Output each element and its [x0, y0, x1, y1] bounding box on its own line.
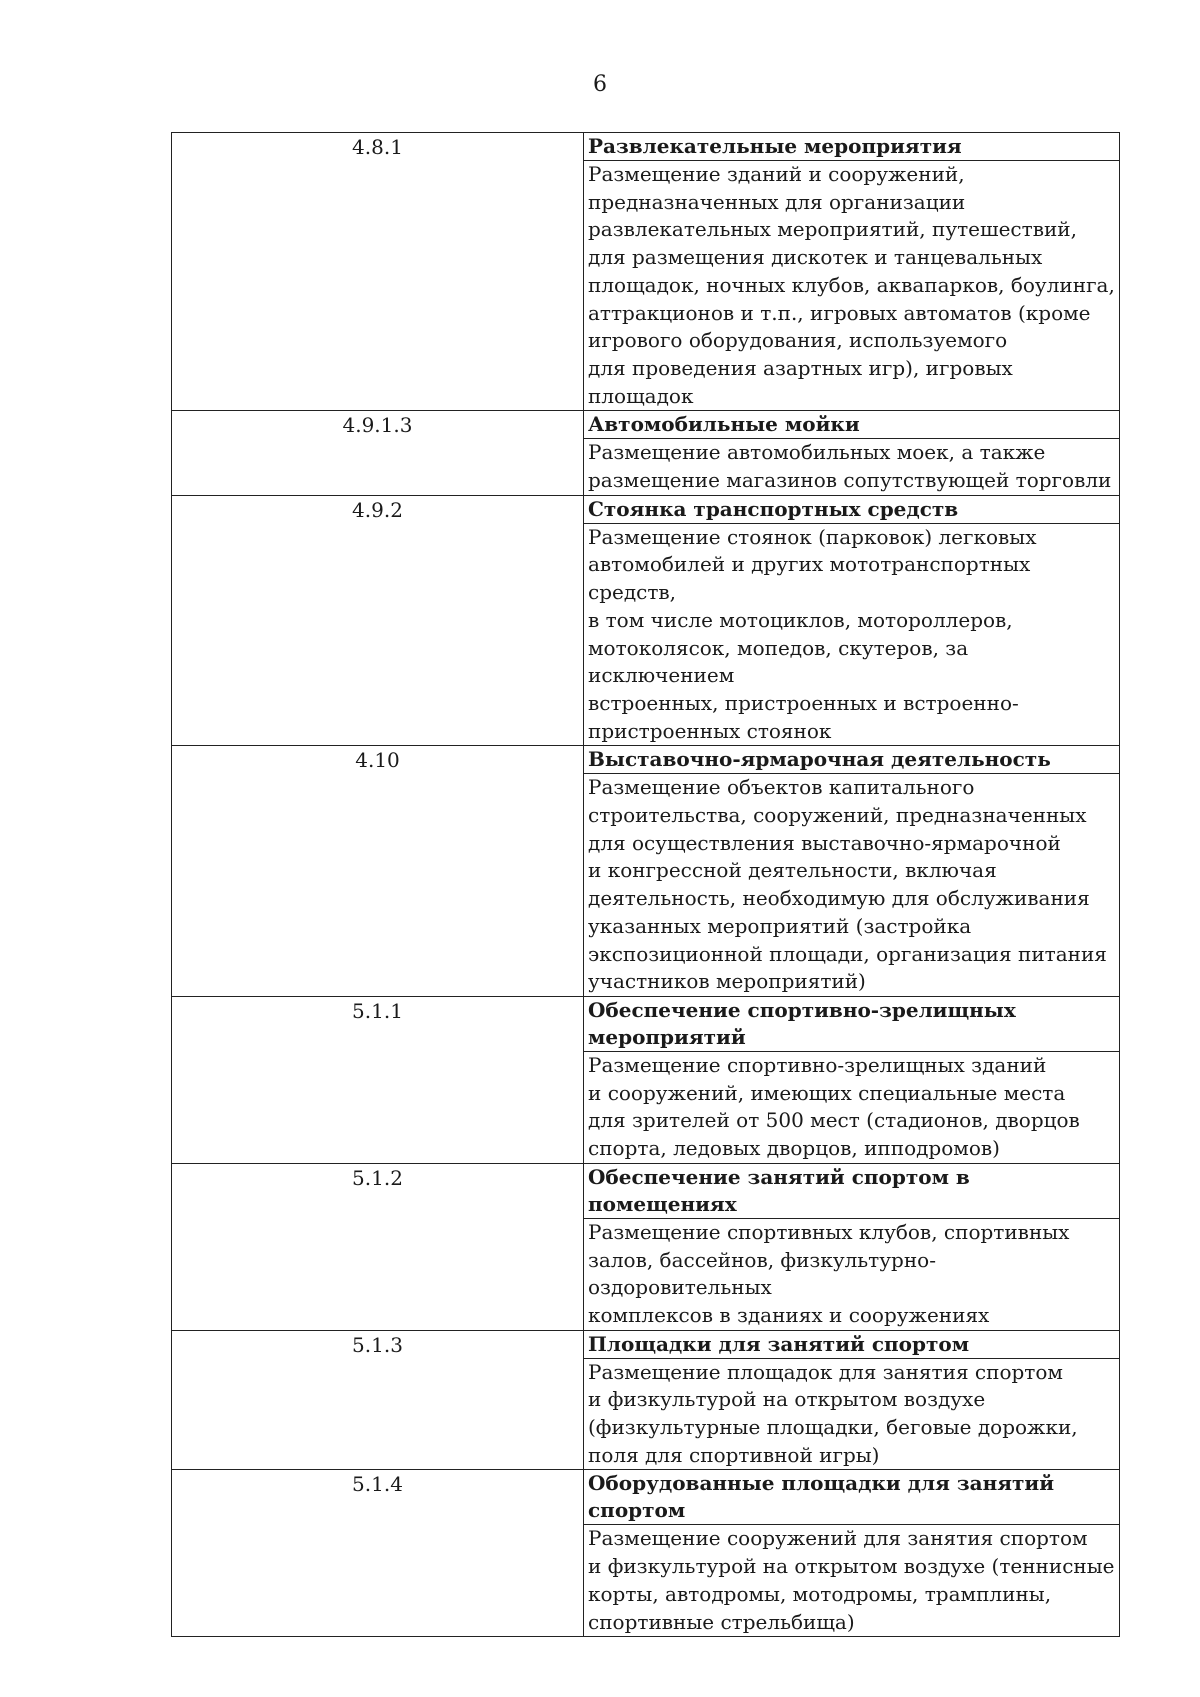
description-cell — [584, 133, 1120, 411]
page-number: 6 — [593, 72, 607, 97]
description-cell — [584, 746, 1120, 997]
land-use-table — [171, 132, 1120, 1637]
code-cell: 4.9.1.3 — [172, 411, 584, 495]
table-row — [172, 996, 1120, 1163]
entry-title: Выставочно-ярмарочная деятельность — [584, 746, 1119, 774]
entry-description: Размещение сооружений для занятия спортом и физкультурой на открытом воздухе (теннисные корты, автодромы, мотодромы, трамплины, спортивные стрельбища) — [588, 1526, 1115, 1634]
code-cell: 5.1.1 — [172, 996, 584, 1163]
code-cell: 4.8.1 — [172, 133, 584, 411]
entry-description: Размещение зданий и сооружений, предназначенных для организации развлекательных мероприятий, путешествий, для размещения дискотек и танцевальных площадок, ночных клубов, аквапарков, боулинга, аттракционов и т.п., игровых автоматов (кроме игрового оборудования, используемого для проведения азартных игр), игровых площадок — [588, 162, 1115, 408]
entry-description: Размещение площадок для занятия спортом и физкультурой на открытом воздухе (физкультурные площадки, беговые дорожки, поля для спортивной игры) — [588, 1359, 1078, 1467]
entry-description: Размещение автомобильных моек, а также размещение магазинов сопутствующей торговли — [588, 440, 1112, 493]
description-cell — [584, 1163, 1120, 1330]
entry-title: Стоянка транспортных средств — [584, 496, 1119, 524]
description-cell — [584, 411, 1120, 495]
description-cell — [584, 1330, 1120, 1470]
code-cell: 4.9.2 — [172, 495, 584, 746]
table-row — [172, 133, 1120, 411]
description-cell — [584, 996, 1120, 1163]
description-cell — [584, 495, 1120, 746]
code-cell: 5.1.4 — [172, 1470, 584, 1637]
entry-description: Размещение спортивно-зрелищных зданий и сооружений, имеющих специальные места для зрителей от 500 мест (стадионов, дворцов спорта, ледовых дворцов, ипподромов) — [588, 1052, 1080, 1161]
entry-title: Площадки для занятий спортом — [584, 1331, 1119, 1359]
code-cell: 5.1.2 — [172, 1163, 584, 1330]
table-row — [172, 1470, 1120, 1637]
table-row — [172, 411, 1120, 495]
entry-title: Оборудованные площадки для занятий спортом — [584, 1470, 1119, 1525]
entry-title: Автомобильные мойки — [584, 411, 1119, 439]
code-cell: 4.10 — [172, 746, 584, 997]
code-cell: 5.1.3 — [172, 1330, 584, 1470]
description-cell — [584, 1470, 1120, 1637]
table-row — [172, 746, 1120, 997]
entry-description: Размещение стоянок (парковок) легковых автомобилей и других мототранспортных средств, в том числе мотоциклов, мотороллеров, мотоколясок, мопедов, скутеров, за исключением встроенных, пристроенных и встроенно- пристроенных стоянок — [588, 524, 1037, 743]
entry-title: Обеспечение занятий спортом в помещениях — [584, 1164, 1119, 1219]
table-row — [172, 495, 1120, 746]
entry-title: Обеспечение спортивно-зрелищных мероприятий — [584, 997, 1119, 1052]
entry-description: Размещение объектов капитального строительства, сооружений, предназначенных для осуществления выставочно-ярмарочной и конгрессной деятельности, включая деятельность, необходимую для обслуживания указанных мероприятий (застройка экспозиционной площади, организация питания участников мероприятий) — [588, 775, 1107, 994]
table-row — [172, 1163, 1120, 1330]
table-row — [172, 1330, 1120, 1470]
entry-description: Размещение спортивных клубов, спортивных залов, бассейнов, физкультурно-оздоровительных комплексов в зданиях и сооружениях — [588, 1219, 1070, 1327]
entry-title: Развлекательные мероприятия — [584, 133, 1119, 161]
